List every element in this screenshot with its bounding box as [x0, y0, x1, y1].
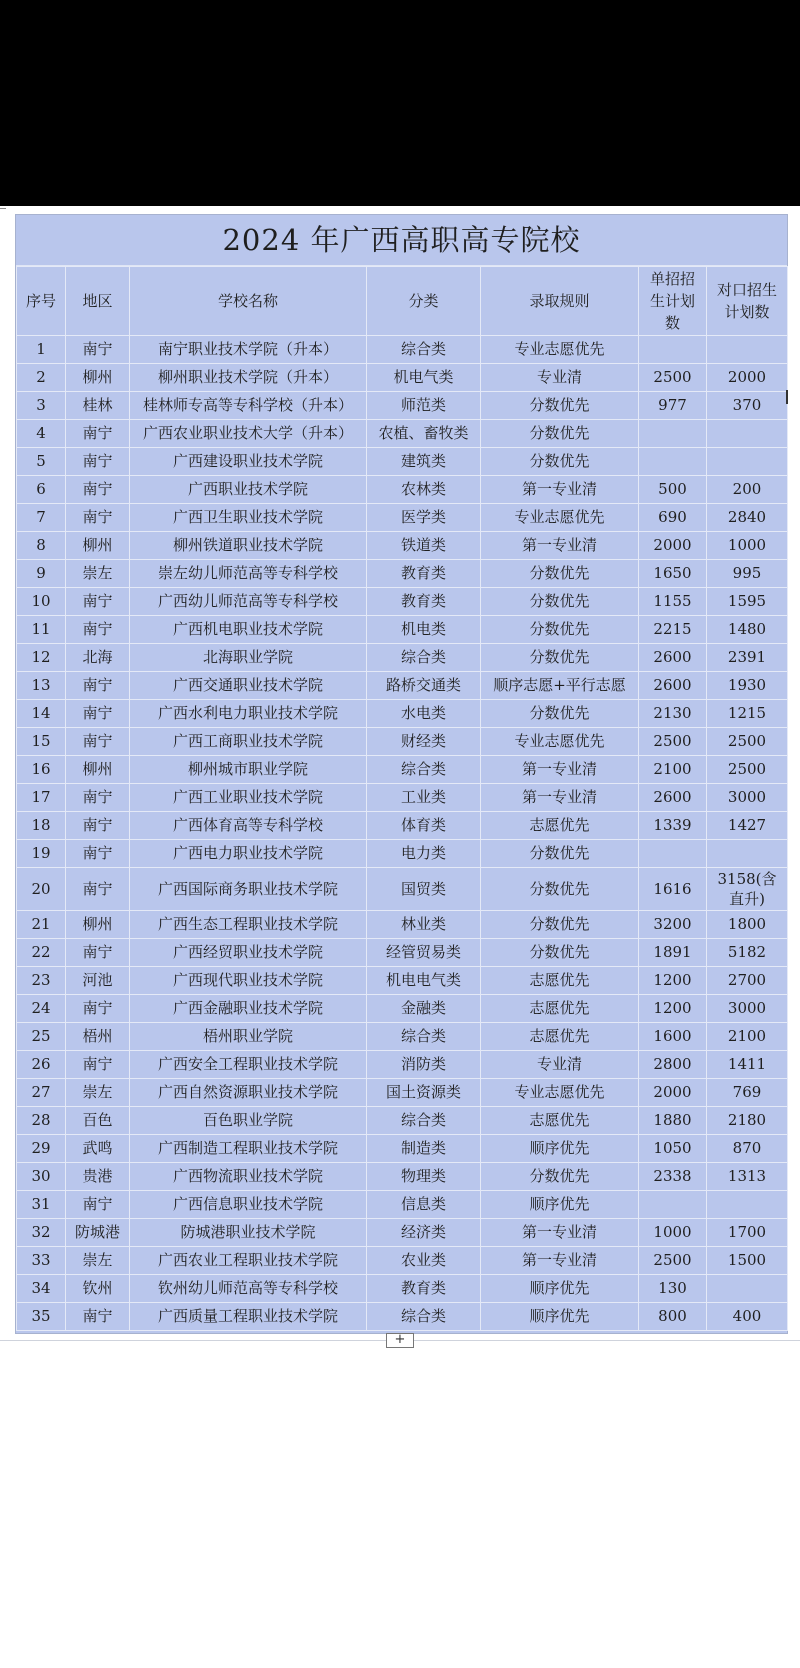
cell-admission-rule[interactable]: 顺序优先: [481, 1191, 639, 1219]
cell-admission-rule[interactable]: 专业清: [481, 1051, 639, 1079]
cell-index[interactable]: 5: [17, 448, 66, 476]
cell-single-plan[interactable]: 1339: [639, 812, 707, 840]
cell-counterpart-plan[interactable]: 370: [707, 392, 788, 420]
cell-school-name[interactable]: 广西电力职业技术学院: [130, 840, 367, 868]
cell-counterpart-plan[interactable]: 2000: [707, 364, 788, 392]
cell-school-name[interactable]: 广西安全工程职业技术学院: [130, 1051, 367, 1079]
cell-region[interactable]: 南宁: [66, 420, 130, 448]
school-table: [16, 266, 788, 1331]
cell-single-plan[interactable]: 2100: [639, 756, 707, 784]
cell-single-plan[interactable]: [639, 840, 707, 868]
cell-index[interactable]: 14: [17, 700, 66, 728]
table-row: [17, 616, 788, 644]
cell-school-name[interactable]: 广西质量工程职业技术学院: [130, 1303, 367, 1331]
table-row: [17, 448, 788, 476]
cell-counterpart-plan[interactable]: 1411: [707, 1051, 788, 1079]
cell-single-plan[interactable]: 2500: [639, 728, 707, 756]
cell-index[interactable]: 35: [17, 1303, 66, 1331]
table-row: [17, 967, 788, 995]
cell-admission-rule[interactable]: 顺序优先: [481, 1135, 639, 1163]
table-row: [17, 476, 788, 504]
cell-region[interactable]: 南宁: [66, 939, 130, 967]
cell-category[interactable]: 林业类: [367, 911, 481, 939]
cell-counterpart-plan[interactable]: 2180: [707, 1107, 788, 1135]
cell-counterpart-plan[interactable]: 769: [707, 1079, 788, 1107]
cell-category[interactable]: 物理类: [367, 1163, 481, 1191]
cell-admission-rule[interactable]: 分数优先: [481, 1163, 639, 1191]
cell-single-plan[interactable]: 2338: [639, 1163, 707, 1191]
cell-counterpart-plan[interactable]: 200: [707, 476, 788, 504]
cell-school-name[interactable]: 广西幼儿师范高等专科学校: [130, 588, 367, 616]
cell-single-plan[interactable]: 2000: [639, 1079, 707, 1107]
cell-admission-rule[interactable]: 分数优先: [481, 868, 639, 911]
cell-index[interactable]: 6: [17, 476, 66, 504]
cell-school-name[interactable]: 崇左幼儿师范高等专科学校: [130, 560, 367, 588]
cell-school-name[interactable]: 广西制造工程职业技术学院: [130, 1135, 367, 1163]
cell-index[interactable]: 31: [17, 1191, 66, 1219]
cell-school-name[interactable]: 柳州铁道职业技术学院: [130, 532, 367, 560]
cell-school-name[interactable]: 广西体育高等专科学校: [130, 812, 367, 840]
cell-admission-rule[interactable]: 分数优先: [481, 911, 639, 939]
cell-single-plan[interactable]: 1600: [639, 1023, 707, 1051]
table-row: [17, 1051, 788, 1079]
cell-admission-rule[interactable]: 第一专业清: [481, 532, 639, 560]
table-body: [17, 336, 788, 1331]
cell-category[interactable]: 机电类: [367, 616, 481, 644]
table-row: [17, 812, 788, 840]
table-row: [17, 1163, 788, 1191]
cell-school-name[interactable]: 防城港职业技术学院: [130, 1219, 367, 1247]
cell-school-name[interactable]: 广西金融职业技术学院: [130, 995, 367, 1023]
cell-counterpart-plan[interactable]: 1215: [707, 700, 788, 728]
cell-region[interactable]: 南宁: [66, 448, 130, 476]
cell-single-plan[interactable]: 2500: [639, 364, 707, 392]
cell-index[interactable]: 18: [17, 812, 66, 840]
cell-admission-rule[interactable]: 第一专业清: [481, 784, 639, 812]
cell-category[interactable]: 教育类: [367, 560, 481, 588]
cell-single-plan[interactable]: [639, 448, 707, 476]
cell-admission-rule[interactable]: 专业清: [481, 364, 639, 392]
cell-region[interactable]: 钦州: [66, 1275, 130, 1303]
cell-index[interactable]: 17: [17, 784, 66, 812]
cell-category[interactable]: 农植、畜牧类: [367, 420, 481, 448]
table-row: [17, 336, 788, 364]
cell-single-plan[interactable]: 2130: [639, 700, 707, 728]
cell-category[interactable]: 综合类: [367, 756, 481, 784]
header-index[interactable]: 序号: [17, 267, 66, 336]
cell-school-name[interactable]: 南宁职业技术学院（升本）: [130, 336, 367, 364]
cell-category[interactable]: 综合类: [367, 644, 481, 672]
cell-single-plan[interactable]: 2600: [639, 784, 707, 812]
cell-single-plan[interactable]: 2500: [639, 1247, 707, 1275]
cell-single-plan[interactable]: 2600: [639, 672, 707, 700]
cell-category[interactable]: 机电电气类: [367, 967, 481, 995]
cell-counterpart-plan[interactable]: [707, 448, 788, 476]
cell-category[interactable]: 综合类: [367, 336, 481, 364]
cell-counterpart-plan[interactable]: 3000: [707, 784, 788, 812]
cell-region[interactable]: 南宁: [66, 616, 130, 644]
page-edge-mark: [0, 208, 6, 209]
table-row: [17, 1219, 788, 1247]
cell-school-name[interactable]: 梧州职业学院: [130, 1023, 367, 1051]
cell-single-plan[interactable]: 1650: [639, 560, 707, 588]
cell-admission-rule[interactable]: 专业志愿优先: [481, 336, 639, 364]
table-row: [17, 1023, 788, 1051]
table-title: 2024 年广西高职高专院校: [16, 215, 787, 266]
cell-admission-rule[interactable]: 专业志愿优先: [481, 504, 639, 532]
table-row: [17, 364, 788, 392]
header-region[interactable]: 地区: [66, 267, 130, 336]
cell-counterpart-plan[interactable]: 995: [707, 560, 788, 588]
cell-single-plan[interactable]: 2000: [639, 532, 707, 560]
cell-region[interactable]: 南宁: [66, 784, 130, 812]
cell-index[interactable]: 13: [17, 672, 66, 700]
cell-index[interactable]: 7: [17, 504, 66, 532]
cell-category[interactable]: 教育类: [367, 588, 481, 616]
cell-single-plan[interactable]: [639, 420, 707, 448]
cell-school-name[interactable]: 广西国际商务职业技术学院: [130, 868, 367, 911]
cell-index[interactable]: 16: [17, 756, 66, 784]
cell-admission-rule[interactable]: 分数优先: [481, 939, 639, 967]
cell-counterpart-plan[interactable]: 1930: [707, 672, 788, 700]
cell-admission-rule[interactable]: 分数优先: [481, 616, 639, 644]
cell-single-plan[interactable]: 1155: [639, 588, 707, 616]
cell-school-name[interactable]: 广西工业职业技术学院: [130, 784, 367, 812]
cell-school-name[interactable]: 广西生态工程职业技术学院: [130, 911, 367, 939]
cell-region[interactable]: 南宁: [66, 1303, 130, 1331]
cell-counterpart-plan[interactable]: 2500: [707, 756, 788, 784]
table-row: [17, 1247, 788, 1275]
cell-school-name[interactable]: 广西工商职业技术学院: [130, 728, 367, 756]
cell-region[interactable]: 南宁: [66, 995, 130, 1023]
cell-region[interactable]: 柳州: [66, 911, 130, 939]
cell-school-name[interactable]: 广西农业工程职业技术学院: [130, 1247, 367, 1275]
cell-single-plan[interactable]: 2800: [639, 1051, 707, 1079]
cell-index[interactable]: 1: [17, 336, 66, 364]
cell-admission-rule[interactable]: 顺序志愿+平行志愿: [481, 672, 639, 700]
cell-category[interactable]: 工业类: [367, 784, 481, 812]
header-row: [17, 267, 788, 336]
cell-category[interactable]: 医学类: [367, 504, 481, 532]
cell-counterpart-plan[interactable]: 2100: [707, 1023, 788, 1051]
cell-index[interactable]: 11: [17, 616, 66, 644]
cell-region[interactable]: 南宁: [66, 588, 130, 616]
cell-region[interactable]: 南宁: [66, 728, 130, 756]
cell-region[interactable]: 桂林: [66, 392, 130, 420]
cell-category[interactable]: 金融类: [367, 995, 481, 1023]
table-row: [17, 995, 788, 1023]
cell-category[interactable]: 综合类: [367, 1303, 481, 1331]
cell-counterpart-plan[interactable]: 1480: [707, 616, 788, 644]
cell-admission-rule[interactable]: 志愿优先: [481, 995, 639, 1023]
table-row: [17, 504, 788, 532]
cell-counterpart-plan[interactable]: 1700: [707, 1219, 788, 1247]
cell-category[interactable]: 路桥交通类: [367, 672, 481, 700]
table-row: [17, 644, 788, 672]
cell-counterpart-plan[interactable]: 1313: [707, 1163, 788, 1191]
cell-single-plan[interactable]: 1200: [639, 995, 707, 1023]
cell-single-plan[interactable]: 2600: [639, 644, 707, 672]
cell-school-name[interactable]: 广西经贸职业技术学院: [130, 939, 367, 967]
cursor-marker: [786, 390, 788, 404]
cell-admission-rule[interactable]: 分数优先: [481, 420, 639, 448]
cell-index[interactable]: 3: [17, 392, 66, 420]
cell-region[interactable]: 柳州: [66, 364, 130, 392]
table-row: [17, 1191, 788, 1219]
cell-category[interactable]: 铁道类: [367, 532, 481, 560]
cell-category[interactable]: 建筑类: [367, 448, 481, 476]
cell-category[interactable]: 农业类: [367, 1247, 481, 1275]
cell-admission-rule[interactable]: 志愿优先: [481, 1023, 639, 1051]
cell-region[interactable]: 梧州: [66, 1023, 130, 1051]
cell-category[interactable]: 水电类: [367, 700, 481, 728]
cell-counterpart-plan[interactable]: 1595: [707, 588, 788, 616]
cell-admission-rule[interactable]: 第一专业清: [481, 1219, 639, 1247]
table-row: [17, 392, 788, 420]
cell-admission-rule[interactable]: 第一专业清: [481, 1247, 639, 1275]
cell-single-plan[interactable]: 1616: [639, 868, 707, 911]
cell-category[interactable]: 消防类: [367, 1051, 481, 1079]
cell-index[interactable]: 28: [17, 1107, 66, 1135]
cell-single-plan[interactable]: [639, 1191, 707, 1219]
cell-school-name[interactable]: 广西交通职业技术学院: [130, 672, 367, 700]
cell-single-plan[interactable]: 500: [639, 476, 707, 504]
cell-category[interactable]: 师范类: [367, 392, 481, 420]
cell-school-name[interactable]: 广西水利电力职业技术学院: [130, 700, 367, 728]
cell-category[interactable]: 电力类: [367, 840, 481, 868]
cell-region[interactable]: 崇左: [66, 1247, 130, 1275]
header-category[interactable]: 分类: [367, 267, 481, 336]
header-single-plan[interactable]: 单招招生计划数: [639, 267, 707, 336]
cell-admission-rule[interactable]: 专业志愿优先: [481, 728, 639, 756]
table-row: [17, 560, 788, 588]
cell-category[interactable]: 综合类: [367, 1023, 481, 1051]
cell-region[interactable]: 柳州: [66, 532, 130, 560]
cell-category[interactable]: 信息类: [367, 1191, 481, 1219]
cell-index[interactable]: 25: [17, 1023, 66, 1051]
table-row: [17, 868, 788, 911]
cell-region[interactable]: 南宁: [66, 812, 130, 840]
cell-index[interactable]: 21: [17, 911, 66, 939]
cell-region[interactable]: 崇左: [66, 1079, 130, 1107]
cell-region[interactable]: 南宁: [66, 672, 130, 700]
cell-region[interactable]: 百色: [66, 1107, 130, 1135]
cell-index[interactable]: 24: [17, 995, 66, 1023]
cell-admission-rule[interactable]: 志愿优先: [481, 1107, 639, 1135]
cell-single-plan[interactable]: 690: [639, 504, 707, 532]
cell-category[interactable]: 机电气类: [367, 364, 481, 392]
cell-school-name[interactable]: 柳州城市职业学院: [130, 756, 367, 784]
cell-index[interactable]: 12: [17, 644, 66, 672]
cell-index[interactable]: 9: [17, 560, 66, 588]
cell-school-name[interactable]: 广西自然资源职业技术学院: [130, 1079, 367, 1107]
cell-counterpart-plan[interactable]: 3158(含直升): [707, 868, 788, 911]
cell-school-name[interactable]: 广西卫生职业技术学院: [130, 504, 367, 532]
table-row: [17, 1107, 788, 1135]
header-admission-rule[interactable]: 录取规则: [481, 267, 639, 336]
cell-admission-rule[interactable]: 分数优先: [481, 588, 639, 616]
cell-index[interactable]: 32: [17, 1219, 66, 1247]
cell-index[interactable]: 34: [17, 1275, 66, 1303]
cell-category[interactable]: 国贸类: [367, 868, 481, 911]
cell-counterpart-plan[interactable]: [707, 840, 788, 868]
table-row: [17, 784, 788, 812]
school-table-container: [15, 214, 788, 1334]
cell-counterpart-plan[interactable]: 2840: [707, 504, 788, 532]
table-row: [17, 911, 788, 939]
cell-index[interactable]: 22: [17, 939, 66, 967]
cell-index[interactable]: 30: [17, 1163, 66, 1191]
cell-admission-rule[interactable]: 第一专业清: [481, 476, 639, 504]
cell-category[interactable]: 财经类: [367, 728, 481, 756]
cell-index[interactable]: 8: [17, 532, 66, 560]
cell-index[interactable]: 15: [17, 728, 66, 756]
cell-admission-rule[interactable]: 分数优先: [481, 644, 639, 672]
cell-admission-rule[interactable]: 志愿优先: [481, 812, 639, 840]
table-row: [17, 532, 788, 560]
cell-counterpart-plan[interactable]: 1000: [707, 532, 788, 560]
cell-region[interactable]: 南宁: [66, 476, 130, 504]
cell-school-name[interactable]: 广西职业技术学院: [130, 476, 367, 504]
cell-single-plan[interactable]: 1200: [639, 967, 707, 995]
table-row: [17, 420, 788, 448]
cell-counterpart-plan[interactable]: 1800: [707, 911, 788, 939]
cell-region[interactable]: 贵港: [66, 1163, 130, 1191]
cell-school-name[interactable]: 广西建设职业技术学院: [130, 448, 367, 476]
cell-school-name[interactable]: 广西机电职业技术学院: [130, 616, 367, 644]
cell-region[interactable]: 武鸣: [66, 1135, 130, 1163]
cell-school-name[interactable]: 广西现代职业技术学院: [130, 967, 367, 995]
cell-counterpart-plan[interactable]: 870: [707, 1135, 788, 1163]
cell-school-name[interactable]: 百色职业学院: [130, 1107, 367, 1135]
cell-region[interactable]: 崇左: [66, 560, 130, 588]
table-row: [17, 1303, 788, 1331]
cell-region[interactable]: 防城港: [66, 1219, 130, 1247]
cell-admission-rule[interactable]: 志愿优先: [481, 967, 639, 995]
cell-category[interactable]: 制造类: [367, 1135, 481, 1163]
cell-single-plan[interactable]: 1000: [639, 1219, 707, 1247]
cell-admission-rule[interactable]: 分数优先: [481, 560, 639, 588]
cell-counterpart-plan[interactable]: 2500: [707, 728, 788, 756]
cell-single-plan[interactable]: 2215: [639, 616, 707, 644]
cell-single-plan[interactable]: 3200: [639, 911, 707, 939]
cell-counterpart-plan[interactable]: [707, 1275, 788, 1303]
cell-single-plan[interactable]: 977: [639, 392, 707, 420]
cell-index[interactable]: 10: [17, 588, 66, 616]
cell-counterpart-plan[interactable]: [707, 336, 788, 364]
table-row: [17, 1079, 788, 1107]
cell-single-plan[interactable]: 130: [639, 1275, 707, 1303]
cell-index[interactable]: 26: [17, 1051, 66, 1079]
cell-category[interactable]: 体育类: [367, 812, 481, 840]
cell-counterpart-plan[interactable]: 2700: [707, 967, 788, 995]
cell-admission-rule[interactable]: 专业志愿优先: [481, 1079, 639, 1107]
cell-region[interactable]: 南宁: [66, 868, 130, 911]
table-row: [17, 672, 788, 700]
cell-index[interactable]: 27: [17, 1079, 66, 1107]
header-counterpart-plan[interactable]: 对口招生计划数: [707, 267, 788, 336]
cell-category[interactable]: 农林类: [367, 476, 481, 504]
cell-index[interactable]: 33: [17, 1247, 66, 1275]
cell-single-plan[interactable]: 1891: [639, 939, 707, 967]
cell-school-name[interactable]: 广西物流职业技术学院: [130, 1163, 367, 1191]
header-school-name[interactable]: 学校名称: [130, 267, 367, 336]
cell-index[interactable]: 20: [17, 868, 66, 911]
cell-school-name[interactable]: 桂林师专高等专科学校（升本）: [130, 392, 367, 420]
table-row: [17, 840, 788, 868]
cell-counterpart-plan[interactable]: [707, 1191, 788, 1219]
cell-admission-rule[interactable]: 分数优先: [481, 840, 639, 868]
cell-admission-rule[interactable]: 第一专业清: [481, 756, 639, 784]
cell-school-name[interactable]: 北海职业学院: [130, 644, 367, 672]
cell-region[interactable]: 南宁: [66, 1051, 130, 1079]
table-row: [17, 588, 788, 616]
cell-category[interactable]: 综合类: [367, 1107, 481, 1135]
cell-counterpart-plan[interactable]: 5182: [707, 939, 788, 967]
cell-index[interactable]: 2: [17, 364, 66, 392]
cell-category[interactable]: 经济类: [367, 1219, 481, 1247]
table-row: [17, 756, 788, 784]
cell-region[interactable]: 柳州: [66, 756, 130, 784]
cell-index[interactable]: 4: [17, 420, 66, 448]
cell-counterpart-plan[interactable]: 3000: [707, 995, 788, 1023]
cell-admission-rule[interactable]: 顺序优先: [481, 1275, 639, 1303]
table-row: [17, 700, 788, 728]
table-row: [17, 728, 788, 756]
cell-school-name[interactable]: 钦州幼儿师范高等专科学校: [130, 1275, 367, 1303]
cell-index[interactable]: 29: [17, 1135, 66, 1163]
cell-counterpart-plan[interactable]: 400: [707, 1303, 788, 1331]
cell-region[interactable]: 南宁: [66, 1191, 130, 1219]
cell-counterpart-plan[interactable]: 1427: [707, 812, 788, 840]
cell-index[interactable]: 23: [17, 967, 66, 995]
cell-admission-rule[interactable]: 顺序优先: [481, 1303, 639, 1331]
cell-admission-rule[interactable]: 分数优先: [481, 448, 639, 476]
cell-region[interactable]: 南宁: [66, 700, 130, 728]
cell-admission-rule[interactable]: 分数优先: [481, 392, 639, 420]
table-row: [17, 1135, 788, 1163]
cell-region[interactable]: 河池: [66, 967, 130, 995]
cell-single-plan[interactable]: [639, 336, 707, 364]
cell-counterpart-plan[interactable]: 2391: [707, 644, 788, 672]
cell-school-name[interactable]: 柳州职业技术学院（升本）: [130, 364, 367, 392]
cell-single-plan[interactable]: 1050: [639, 1135, 707, 1163]
table-row: [17, 1275, 788, 1303]
cell-region[interactable]: 南宁: [66, 336, 130, 364]
cell-category[interactable]: 教育类: [367, 1275, 481, 1303]
cell-index[interactable]: 19: [17, 840, 66, 868]
cell-school-name[interactable]: 广西农业职业技术大学（升本）: [130, 420, 367, 448]
cell-category[interactable]: 经管贸易类: [367, 939, 481, 967]
add-sheet-button[interactable]: +: [386, 1333, 414, 1348]
table-row: [17, 939, 788, 967]
cell-category[interactable]: 国土资源类: [367, 1079, 481, 1107]
cell-region[interactable]: 南宁: [66, 504, 130, 532]
cell-single-plan[interactable]: 1880: [639, 1107, 707, 1135]
cell-counterpart-plan[interactable]: [707, 420, 788, 448]
cell-single-plan[interactable]: 800: [639, 1303, 707, 1331]
cell-counterpart-plan[interactable]: 1500: [707, 1247, 788, 1275]
cell-region[interactable]: 南宁: [66, 840, 130, 868]
cell-school-name[interactable]: 广西信息职业技术学院: [130, 1191, 367, 1219]
cell-admission-rule[interactable]: 分数优先: [481, 700, 639, 728]
cell-region[interactable]: 北海: [66, 644, 130, 672]
